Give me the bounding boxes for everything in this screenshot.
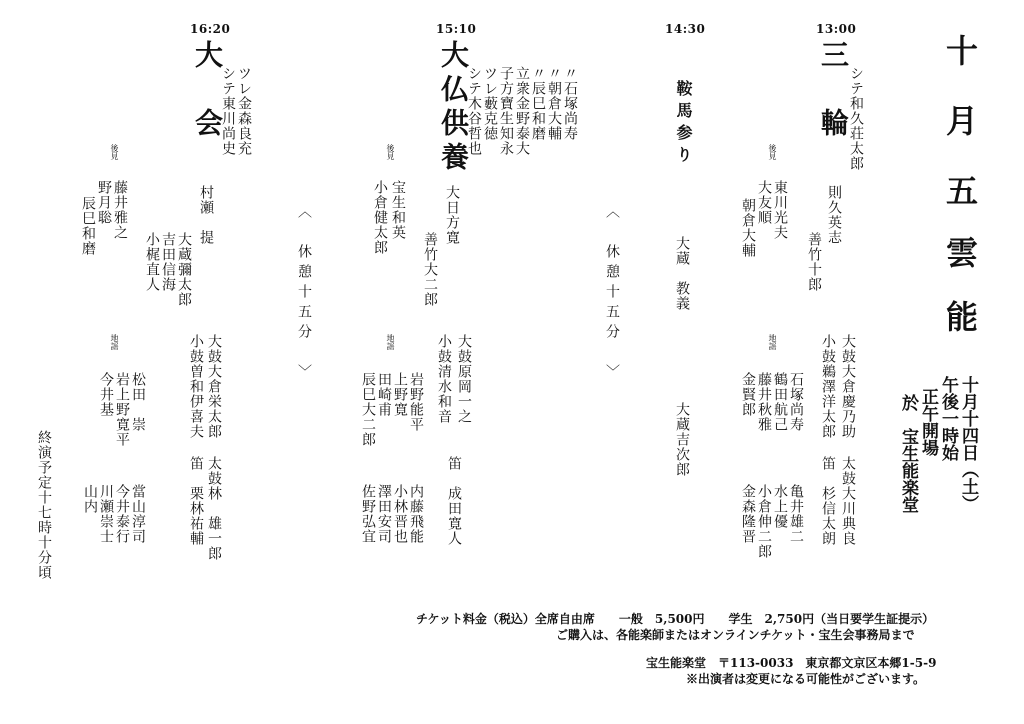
- jiutai-name: 小林晋也: [392, 484, 408, 544]
- kouken-label: 後見: [386, 144, 395, 160]
- title-char: 五: [946, 172, 979, 210]
- kouken-name: 辰巳和磨: [80, 196, 96, 256]
- jiutai-name: 田崎甫: [376, 372, 392, 417]
- jiutai-name: 松田 崇: [130, 372, 146, 432]
- event-start: 午後一時始: [938, 376, 958, 461]
- kouken-name: 東川光夫: [772, 180, 788, 240]
- title-char: 月: [946, 102, 979, 140]
- kouken-name: 大友順: [756, 180, 772, 225]
- waki-name: 則久英志: [826, 185, 842, 245]
- ai-name: 大蔵吉次郎: [674, 402, 690, 477]
- jiutai-label: 地謡: [110, 334, 119, 350]
- jiutai-name: 川瀬崇士: [98, 484, 114, 544]
- hayashi-name: 大鼓大倉栄太郎: [206, 334, 222, 439]
- kouken-label: 後見: [110, 144, 119, 160]
- title-char: 雲: [946, 234, 979, 272]
- hayashi-name: 小鼓鵜澤洋太郎: [820, 334, 836, 439]
- intermission-note: 〈 休憩十五分 〉: [296, 204, 312, 384]
- piece-title: 大仏供養: [437, 40, 470, 176]
- jiutai-name: 岩上野寛平: [114, 372, 130, 447]
- jiutai-name: 金賢郎: [740, 372, 756, 417]
- jiutai-name: 小倉伸二郎: [756, 484, 772, 559]
- jiutai-name: 澤田安司: [376, 484, 392, 544]
- ai-name: 小梶直人: [144, 232, 160, 292]
- jiutai-name: 山内: [82, 484, 98, 514]
- venue-address: 宝生能楽堂 〒113-0033 東京都文京区本郷1-5-9: [646, 656, 937, 670]
- event-title: [946, 34, 978, 356]
- event-open: 正午開場: [918, 388, 938, 456]
- kouken-name: 朝倉大輔: [740, 198, 756, 258]
- shite-name: シテ木谷哲也: [466, 66, 482, 156]
- jiutai-name: 鶴田航己: [772, 372, 788, 432]
- title-char: 十: [946, 32, 979, 70]
- shite-name: シテ和久荘太郎: [848, 66, 864, 171]
- ai-name: 大蔵 教義: [674, 236, 690, 311]
- jiutai-label: 地謡: [768, 334, 777, 350]
- jiutai-label: 地謡: [386, 334, 395, 350]
- tachishu-name: 立衆金野泰大: [514, 66, 530, 156]
- title-char: 能: [946, 298, 979, 336]
- piece-time: 13:00: [816, 22, 857, 36]
- tsure-name: ツレ金森良充: [236, 66, 252, 156]
- kouken-name: 小倉健太郎: [372, 180, 388, 255]
- jiutai-name: 藤井秋雅: [756, 372, 772, 432]
- kouken-name: 宝生和英: [390, 180, 406, 240]
- kouken-label: 後見: [768, 144, 777, 160]
- piece-time: 15:10: [436, 22, 477, 36]
- jiutai-name: 石塚尚寿: [788, 372, 804, 432]
- kouken-name: 藤井雅之: [112, 180, 128, 240]
- jiutai-name: 岩野能平: [408, 372, 424, 432]
- ticket-price: チケット料金（税込）全席自由席 一般 5,500円 学生 2,750円（当日要学生証提示）: [416, 612, 935, 626]
- piece-title: 大 会: [191, 40, 224, 142]
- waki-name: 村瀬 提: [198, 185, 214, 245]
- jiutai-name: 亀井雄二: [788, 484, 804, 544]
- hayashi-name: 大鼓大倉慶乃助: [840, 334, 856, 439]
- intermission-note: 〈 休憩十五分 〉: [604, 204, 620, 384]
- jiutai-name: 水上優: [772, 484, 788, 529]
- hayashi-name: 笛 杉信太朗: [820, 456, 836, 546]
- piece-time: 14:30: [665, 22, 706, 36]
- hayashi-name: 小鼓清水和音: [436, 334, 452, 424]
- jiutai-name: 上野寛: [392, 372, 408, 417]
- jiutai-name: 佐野弘宜: [360, 484, 376, 544]
- hayashi-name: 笛 成田寛人: [446, 456, 462, 546]
- jiutai-name: 今井基: [98, 372, 114, 417]
- jiutai-name: 今井泰行: [114, 484, 130, 544]
- jiutai-name: 金森隆晋: [740, 484, 756, 544]
- waki-name: 大日方寛: [444, 185, 460, 245]
- ai-name: 吉田信海: [160, 232, 176, 292]
- event-venue: 於 宝生能楽堂: [898, 394, 918, 513]
- hayashi-name: 大鼓原岡一之: [456, 334, 472, 424]
- notice: ※出演者は変更になる可能性がございます。: [686, 672, 926, 686]
- end-time-note: 終演予定十七時十分頃: [36, 430, 52, 580]
- hayashi-name: 太鼓林 雄一郎: [206, 456, 222, 561]
- ticket-purchase: ご購入は、各能楽師またはオンラインチケット・宝生会事務局まで: [556, 628, 915, 642]
- kouken-name: 野月聡: [96, 180, 112, 225]
- jiutai-name: 辰巳大二郎: [360, 372, 376, 447]
- ai-name: 善竹十郎: [806, 232, 822, 292]
- tachishu-name: 〃朝倉大輔: [546, 66, 562, 141]
- tachishu-name: 〃石塚尚寿: [562, 66, 578, 141]
- piece-title: 三 輪: [817, 40, 850, 142]
- kokata-name: 子方寶生知永: [498, 66, 514, 156]
- shite-name: シテ東川尚史: [220, 66, 236, 156]
- tachishu-name: 〃辰巳和磨: [530, 66, 546, 141]
- hayashi-name: 太鼓大川典良: [840, 456, 856, 546]
- hayashi-name: 笛 栗林祐輔: [188, 456, 204, 546]
- jiutai-name: 内藤飛能: [408, 484, 424, 544]
- event-date: 十月十四日（土）: [958, 376, 978, 512]
- ai-name: 大蔵彌太郎: [176, 232, 192, 307]
- jiutai-name: 當山淳司: [130, 484, 146, 544]
- ai-name: 善竹大二郎: [422, 232, 438, 307]
- piece-time: 16:20: [190, 22, 231, 36]
- piece-title: 鞍馬参り: [674, 80, 693, 168]
- tsure-name: ツレ藪克徳: [482, 66, 498, 141]
- hayashi-name: 小鼓曽和伊喜夫: [188, 334, 204, 439]
